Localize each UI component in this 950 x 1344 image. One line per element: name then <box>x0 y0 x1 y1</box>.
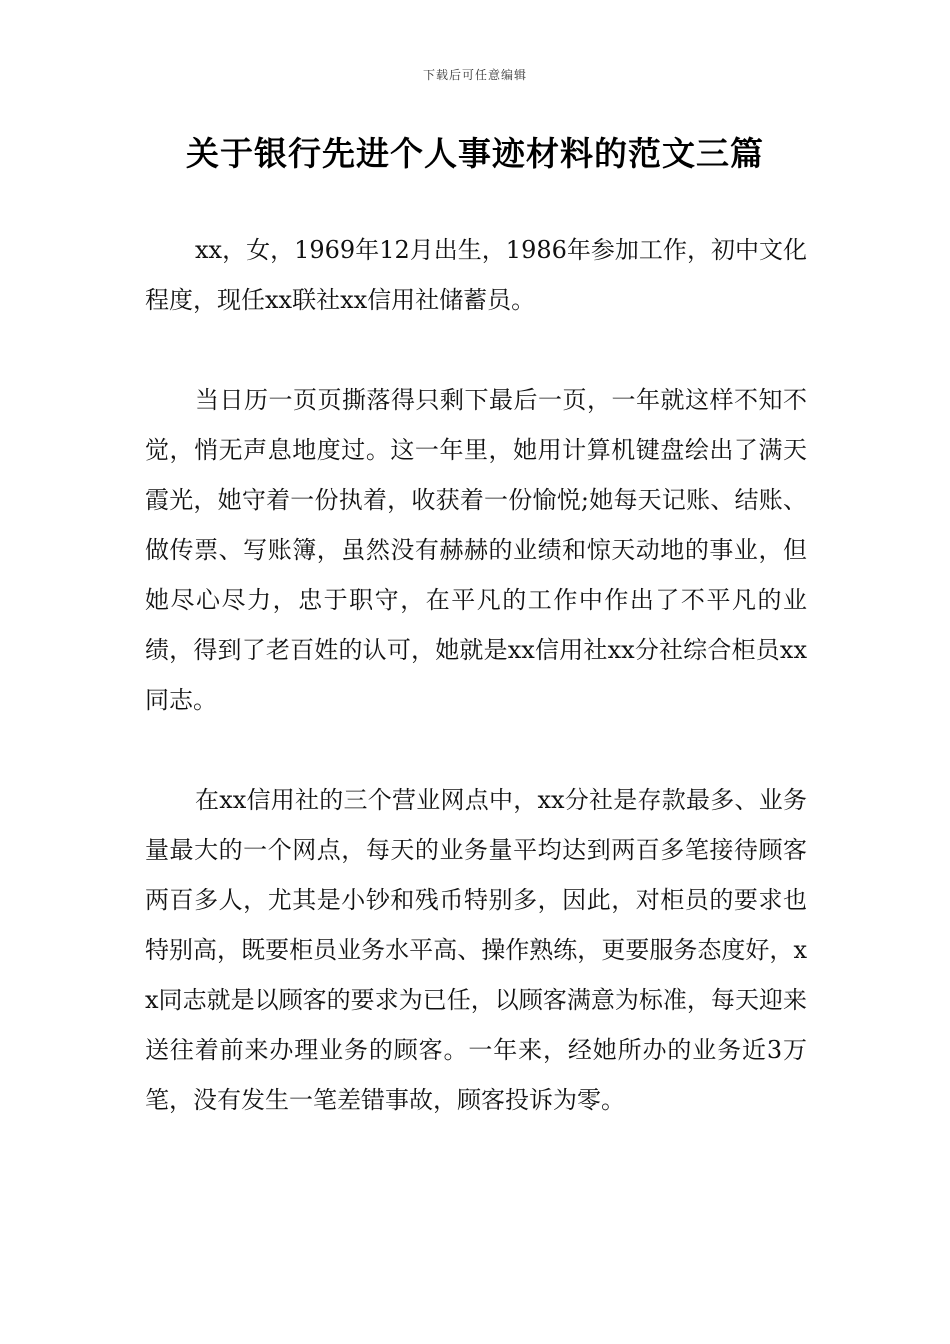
document-body <box>145 225 807 1175</box>
paragraph-2: 当日历一页页撕落得只剩下最后一页，一年就这样不知不觉，悄无声息地度过。这一年里，她用计算机键盘绘出了满天霞光，她守着一份执着，收获着一份愉悦;她每天记账、结账、做传票、写账簿，虽然没有赫赫的业绩和惊天动地的事业，但她尽心尽力，忠于职守，在平凡的工作中作出了不平凡的业绩，得到了老百姓的认可，她就是xx信用社xx分社综合柜员xx同志。 <box>145 386 807 714</box>
paragraph-1: xx，女，1969年12月出生，1986年参加工作，初中文化程度，现任xx联社xx信用社储蓄员。 <box>145 236 807 314</box>
document-title: 关于银行先进个人事迹材料的范文三篇 <box>186 134 764 173</box>
paragraph-3: 在xx信用社的三个营业网点中，xx分社是存款最多、业务量最大的一个网点，每天的业务量平均达到两百多笔接待顾客两百多人，尤其是小钞和残币特别多，因此，对柜员的要求也特别高，既要柜员业务水平高、操作熟练，更要服务态度好，xx同志就是以顾客的要求为已任，以顾客满意为标准，每天迎来送往着前来办理业务的顾客。一年来，经她所办的业务近3万笔，没有发生一笔差错事故，顾客投诉为零。 <box>145 786 807 1114</box>
header-note: 下载后可任意编辑 <box>422 68 527 82</box>
